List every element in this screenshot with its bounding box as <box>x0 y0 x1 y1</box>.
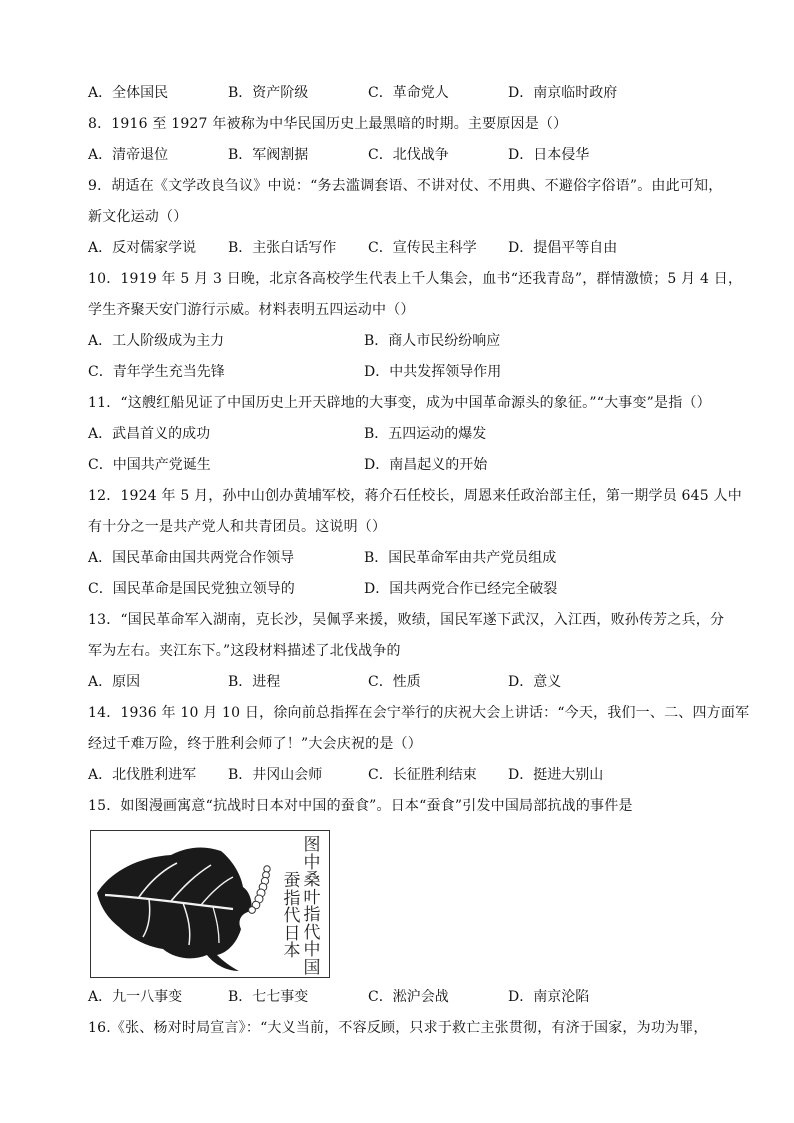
q12-option-c[interactable]: C．国民革命是国民党独立领导的 <box>88 581 295 597</box>
q15-option-d[interactable]: D．南京沦陷 <box>508 989 590 1005</box>
q9-options <box>88 233 710 264</box>
silkworm-leaf-cartoon <box>90 830 330 978</box>
q14-stem-line2: 经过千难万险，终于胜利会师了！”大会庆祝的是（） <box>88 736 422 752</box>
q10-option-c[interactable]: C．青年学生充当先锋 <box>88 364 225 380</box>
exam-page <box>88 78 750 1044</box>
q13-options <box>88 667 710 698</box>
q12-option-d[interactable]: D．国共两党合作已经完全破裂 <box>364 581 558 597</box>
q8-option-a[interactable]: A．清帝退位 <box>88 147 169 163</box>
q9-option-d[interactable]: D．提倡平等自由 <box>508 240 618 256</box>
q10-stem-line2: 学生齐聚天安门游行示威。材料表明五四运动中（） <box>88 302 415 318</box>
q15-option-b[interactable]: B．七七事变 <box>228 989 309 1005</box>
q12-option-a[interactable]: A．国民革命由国共两党合作领导 <box>88 550 295 566</box>
q13-stem-line1: 13．“国民革命军入湖南，克长沙，吴佩孚来援，败绩，国民军遂下武汉，入江西，败孙传芳之兵，分 <box>88 612 725 628</box>
q10-option-a[interactable]: A．工人阶级成为主力 <box>88 333 225 349</box>
q11-options-row2 <box>88 450 710 481</box>
q9-option-b[interactable]: B．主张白话写作 <box>228 240 337 256</box>
q8-option-b[interactable]: B．军阀割据 <box>228 147 309 163</box>
q13-option-b[interactable]: B．进程 <box>228 674 281 690</box>
q14-options <box>88 760 710 791</box>
q10-stem-line1: 10．1919 年 5 月 3 日晚，北京各高校学生代表上千人集会，血书“还我青岛”，群情激愤；5 月 4 日， <box>88 271 743 287</box>
q9-option-c[interactable]: C．宣传民主科学 <box>368 240 477 256</box>
q10-options-row2 <box>88 357 710 388</box>
q10-option-d[interactable]: D．中共发挥领导作用 <box>364 364 502 380</box>
q13-option-c[interactable]: C．性质 <box>368 674 421 690</box>
q12-options-row1 <box>88 543 710 574</box>
silkworm-figure <box>249 866 271 914</box>
q7-option-d[interactable]: D．南京临时政府 <box>508 85 618 101</box>
q7-option-a[interactable]: A．全体国民 <box>88 85 169 101</box>
q14-option-c[interactable]: C．长征胜利结束 <box>368 767 477 783</box>
q14-stem-line1: 14．1936 年 10 月 10 日，徐向前总指挥在会宁举行的庆祝大会上讲话：“今天，我们一、二、四方面军 <box>88 705 750 721</box>
q15-option-c[interactable]: C．淞沪会战 <box>368 989 449 1005</box>
q14-option-b[interactable]: B．井冈山会师 <box>228 767 323 783</box>
q12-option-b[interactable]: B．国民革命军由共产党员组成 <box>364 550 557 566</box>
q7-option-b[interactable]: B．资产阶级 <box>228 85 309 101</box>
q11-option-b[interactable]: B．五四运动的爆发 <box>364 426 487 442</box>
q15-option-a[interactable]: A．九一八事变 <box>88 989 183 1005</box>
q11-option-a[interactable]: A．武昌首义的成功 <box>88 426 211 442</box>
q10-option-b[interactable]: B．商人市民纷纷响应 <box>364 333 501 349</box>
q11-stem: 11．“这艘红船见证了中国历史上开天辟地的大事变，成为中国革命源头的象征。”“大事变”是指（） <box>88 395 711 411</box>
q11-options-row1 <box>88 419 710 450</box>
q15-stem: 15．如图漫画寓意“抗战时日本对中国的蚕食”。日本“蚕食”引发中国局部抗战的事件是 <box>88 798 633 814</box>
q9-option-a[interactable]: A．反对儒家学说 <box>88 240 197 256</box>
q16-stem: 16.《张、杨对时局宣言》：“大义当前，不容反顾，只求于救亡主张贯彻，有济于国家，为功为罪， <box>88 1020 708 1036</box>
q8-options <box>88 140 710 171</box>
q14-option-a[interactable]: A．北伐胜利进军 <box>88 767 197 783</box>
figure-caption-column-1: 图中桑叶指代中国 <box>303 835 321 978</box>
q15-figure-area <box>88 822 710 982</box>
q15-options <box>88 982 710 1013</box>
q8-option-d[interactable]: D．日本侵华 <box>508 147 590 163</box>
q13-option-a[interactable]: A．原因 <box>88 674 141 690</box>
q10-options-row1 <box>88 326 710 357</box>
figure-caption-column-2: 蚕指代日本 <box>283 871 301 961</box>
q9-stem-line2: 新文化运动（） <box>88 209 188 225</box>
q12-stem-line2: 有十分之一是共产党人和共青团员。这说明（） <box>88 519 387 535</box>
q8-stem: 8．1916 至 1927 年被称为中华民国历史上最黑暗的时期。主要原因是（） <box>88 116 568 132</box>
q12-options-row2 <box>88 574 710 605</box>
q12-stem-line1: 12．1924 年 5 月，孙中山创办黄埔军校，蒋介石任校长，周恩来任政治部主任，第一期学员 645 人中 <box>88 488 742 504</box>
q9-stem-line1: 9．胡适在《文学改良刍议》中说：“务去滥调套语、不讲对仗、不用典、不避俗字俗语”。由此可知， <box>88 178 723 194</box>
q11-option-d[interactable]: D．南昌起义的开始 <box>364 457 488 473</box>
q7-option-c[interactable]: C．革命党人 <box>368 85 449 101</box>
q13-stem-line2: 军为左右。夹江东下。”这段材料描述了北伐战争的 <box>88 643 401 659</box>
q8-option-c[interactable]: C．北伐战争 <box>368 147 449 163</box>
q13-option-d[interactable]: D．意义 <box>508 674 562 690</box>
q14-option-d[interactable]: D．挺进大别山 <box>508 767 604 783</box>
q11-option-c[interactable]: C．中国共产党诞生 <box>88 457 211 473</box>
q7-options <box>88 78 710 109</box>
